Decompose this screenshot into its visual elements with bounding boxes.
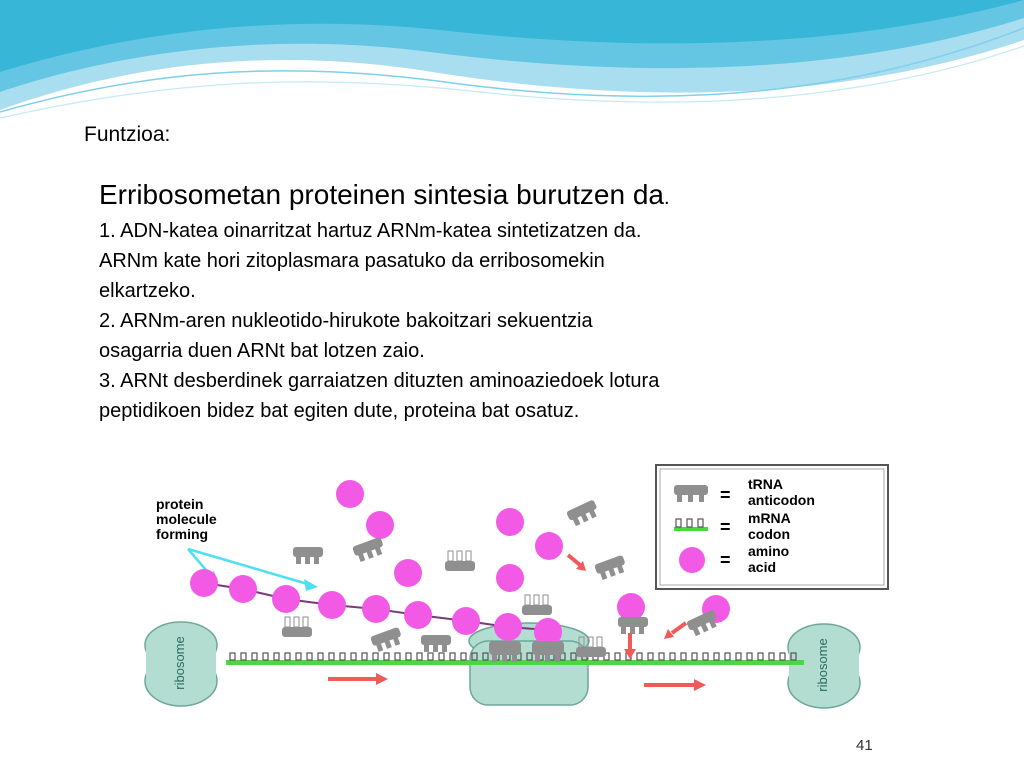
step-line: ARNm kate hori zitoplasmara pasatuko da erribosomekin [99,250,605,272]
trna [421,635,451,652]
legend-label-line: mRNA [748,510,791,526]
legend-equals: = [720,485,731,505]
legend-amino-acid-icon [679,547,705,573]
ribosome-label: ribosome [172,636,187,690]
steps-paragraph [99,216,859,426]
step-line: osagarria duen ARNt bat lotzen zaio. [99,340,425,362]
amino-acid [336,480,364,508]
legend-trna-icon [674,485,708,502]
callout-line: forming [156,526,209,542]
header-wave-decoration [0,0,1024,120]
legend-label-line: codon [748,526,790,542]
amino-acid [272,585,300,613]
amino-acid [535,532,563,560]
legend-equals: = [720,550,731,570]
amino-acid [617,593,645,621]
step-line: peptidikoen bidez bat egiten dute, proteina bat osatuz. [99,400,580,422]
step-line: 2. ARNm-aren nukleotido-hirukote bakoitzari sekuentzia [99,310,593,332]
legend-label-line: anticodon [748,492,815,508]
amino-acid [229,575,257,603]
legend-box [656,465,888,589]
legend-label-line: amino [748,543,790,559]
legend-equals: = [720,517,731,537]
amino-acid [404,601,432,629]
headline-text: Erribosometan proteinen sintesia burutzen da [99,179,665,210]
amino-acid [362,595,390,623]
legend-label-line: acid [748,559,777,575]
trna-bound [489,641,521,662]
amino-acid [452,607,480,635]
ribosome-left [145,622,217,706]
callout-line: protein [156,496,204,512]
callout-line: molecule [156,511,217,527]
ribosome-right [788,624,860,708]
amino-acid [496,564,524,592]
amino-acid [318,591,346,619]
step-line: elkartzeko. [99,280,196,302]
amino-acid [496,508,524,536]
slide-headline [99,177,859,216]
slide-body [99,177,859,426]
legend-label-line: tRNA [748,476,783,492]
step-line: 1. ADN-katea oinarritzat hartuz ARNm-katea sintetizatzen da. [99,220,642,242]
amino-acid [190,569,218,597]
trna [293,547,323,564]
ribosome-label: ribosome [815,638,830,692]
slide-subtitle: Funtzioa: [84,123,171,146]
step-line: 3. ARNt desberdinek garraiatzen dituzten aminoaziedoek lotura [99,370,660,392]
trna-bound [532,641,564,662]
amino-acid [366,511,394,539]
page-number: 41 [856,737,873,754]
headline-punct: . [664,187,670,209]
protein-synthesis-diagram [96,437,924,761]
amino-acid [394,559,422,587]
diagram-canvas [96,437,924,761]
amino-acid [494,613,522,641]
trna [618,617,648,634]
